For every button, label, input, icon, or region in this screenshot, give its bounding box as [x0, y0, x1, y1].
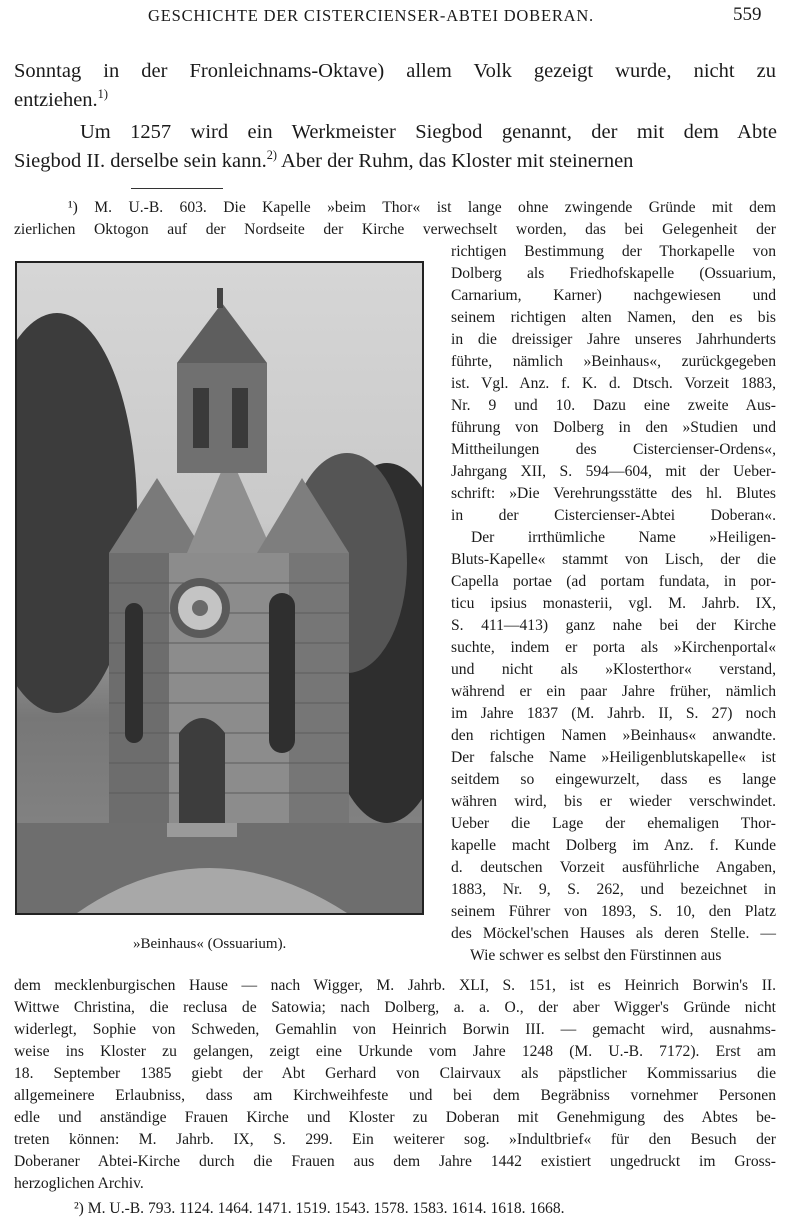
footnote-1-right-line: und nicht als »Klosterthor« verstand,	[451, 661, 776, 678]
footnote-1-full-line: allgemeinere Erlaubniss, dass am Kirchweihfeste und bei dem Begräbniss vornehmer Personen	[14, 1087, 776, 1104]
footnote-1-full-line: dem mecklenburgischen Hause — nach Wigger, M. Jahrb. XLI, S. 151, ist es Heinrich Borwin's II.	[14, 977, 776, 994]
beinhaus-photograph	[15, 261, 424, 915]
footnote-separator	[131, 188, 223, 189]
footnote-1-line-1: ¹) M. U.-B. 603. Die Kapelle »beim Thor« ist lange ohne zwingende Gründe mit dem	[68, 199, 776, 216]
footnote-1-right-line: führung von Dolberg in den »Studien und	[451, 419, 776, 436]
footnote-1-right-line: richtigen Bestimmung der Thorkapelle von	[451, 243, 776, 260]
footnote-1-right-line: seitdem so eingewurzelt, dass es lange	[451, 771, 776, 788]
footnote-1-right-line: führte, nämlich »Beinhaus«, zurückgegeben	[451, 353, 776, 370]
figure-caption: »Beinhaus« (Ossuarium).	[133, 936, 287, 952]
footnote-ref-1: 1)	[97, 87, 108, 102]
footnote-1-right-line: Ueber die Lage der ehemaligen Thor-	[451, 815, 776, 832]
body-line-4: Siegbod II. derselbe sein kann.$^{2)}$ Aber der Ruhm, das Kloster mit steinernen	[14, 148, 634, 172]
footnote-1-full-line: widerlegt, Sophie von Schweden, Gemahlin von Heinrich Borwin III. — gemacht wird, ausnahms-	[14, 1021, 776, 1038]
footnote-1-right-line: Carnarium, Karner) nachgewiesen und	[451, 287, 776, 304]
running-header-title: GESCHICHTE DER CISTERCIENSER-ABTEI DOBERAN.	[148, 6, 594, 25]
footnote-1-right-line: Jahrgang XII, S. 594—604, mit der Ueber-	[451, 463, 776, 480]
footnote-1-right-line: d. deutschen Vorzeit ausführliche Angaben,	[451, 859, 776, 876]
footnote-1-right-line: Nr. 9 und 10. Dazu eine zweite Aus-	[451, 397, 776, 414]
footnote-1-right-line: Dolberg als Friedhofskapelle (Ossuarium,	[451, 265, 776, 282]
footnote-1-right-line: S. 411—413) ganz nahe bei der Kirche	[451, 617, 776, 634]
footnote-1-right-line: suchte, indem er porta als »Kirchenportal«	[451, 639, 776, 656]
footnote-1-right-line: kapelle macht Dolberg im Anz. f. Kunde	[451, 837, 776, 854]
footnote-1-full-line: herzoglichen Archiv.	[14, 1175, 144, 1192]
footnote-1-full-line: Doberaner Abtei-Kirche durch die Frauen aus dem Jahre 1442 existiert ungedruckt im Gross-	[14, 1153, 776, 1170]
footnote-1-right-line: Der falsche Name »Heiligenblutskapelle« ist	[451, 749, 776, 766]
footnote-1-full-line: treten können: M. Jahrb. IX, S. 299. Ein weiterer sog. »Indultbrief« für den Besuch der	[14, 1131, 776, 1148]
footnote-1-full-line: edle und anständige Frauen Kirche und Kloster zu Doberan mit Genehmigung des Abtes be-	[14, 1109, 776, 1126]
page-number: 559	[733, 4, 762, 25]
footnote-1-right-line: Capella portae (ad portam fundata, in por-	[451, 573, 776, 590]
footnote-1-full-line: weise ins Kloster zu gelangen, zeigt eine Urkunde vom Jahre 1248 (M. U.-B. 7172). Erst am	[14, 1043, 776, 1060]
footnote-1-right-line: ticu ipsius monasterii, vgl. M. Jahrb. IX,	[451, 595, 776, 612]
footnote-1-right-line: Wie schwer es selbst den Fürstinnen aus	[470, 947, 722, 964]
footnote-1-right-line: ist. Vgl. Anz. f. K. d. Dtsch. Vorzeit 1883,	[451, 375, 776, 392]
footnote-1-right-line: im Jahre 1837 (M. Jahrb. II, S. 27) noch	[451, 705, 776, 722]
footnote-1-right-line: seinem Führer von 1893, S. 10, den Platz	[451, 903, 776, 920]
footnote-1-right-line: während er ein paar Jahre früher, nämlich	[451, 683, 776, 700]
footnote-1-right-line: schrift: »Die Verehrungsstätte des hl. Blutes	[451, 485, 776, 502]
footnote-ref-2: 2)	[266, 148, 278, 163]
footnote-1-right-line: Bluts-Kapelle« stammt von Lisch, der die	[451, 551, 776, 568]
footnote-1-right-line: in die dreissiger Jahre unseres Jahrhunderts	[451, 331, 776, 348]
footnote-1-full-line: 18. September 1385 giebt der Abt Gerhard von Clairvaux als päpstlicher Kommissarius die	[14, 1065, 776, 1082]
footnote-1-full-line: Wittwe Christina, die reclusa de Satowia; nach Dolberg, a. a. O., der aber Wigger's Gründe nicht	[14, 999, 776, 1016]
footnote-1-right-line: den richtigen Namen »Beinhaus« anwandte.	[451, 727, 776, 744]
footnote-1-right-line: währen wird, bis er wieder verschwindet.	[451, 793, 776, 810]
body-line-2: entziehen.$^{1)}$	[14, 87, 108, 111]
footnote-1-right-line: 1883, Nr. 9, S. 262, und bezeichnet in	[451, 881, 776, 898]
footnote-1-right-line: Der irrthümliche Name »Heiligen-	[471, 529, 776, 546]
footnote-1-line-2: zierlichen Oktogon auf der Nordseite der Kirche verwechselt worden, das bei Gelegenheit der	[14, 221, 776, 238]
footnote-1-right-line: des Möckel'schen Hauses als deren Stelle. —	[451, 925, 776, 942]
body-line-3: Um 1257 wird ein Werkmeister Siegbod genannt, der mit dem Abte	[80, 121, 777, 143]
footnote-1-right-line: seinem richtigen alten Namen, den es bis	[451, 309, 776, 326]
chapel-illustration	[17, 263, 422, 913]
footnote-1-right-line: Mittheilungen des Cistercienser-Ordens«,	[451, 441, 776, 458]
footnote-1-right-line: in der Cistercienser-Abtei Doberan«.	[451, 507, 776, 524]
footnote-2: ²) M. U.-B. 793. 1124. 1464. 1471. 1519. 1543. 1578. 1583. 1614. 1618. 1668.	[74, 1200, 565, 1217]
body-line-1: Sonntag in der Fronleichnams-Oktave) allem Volk gezeigt wurde, nicht zu	[14, 60, 776, 82]
